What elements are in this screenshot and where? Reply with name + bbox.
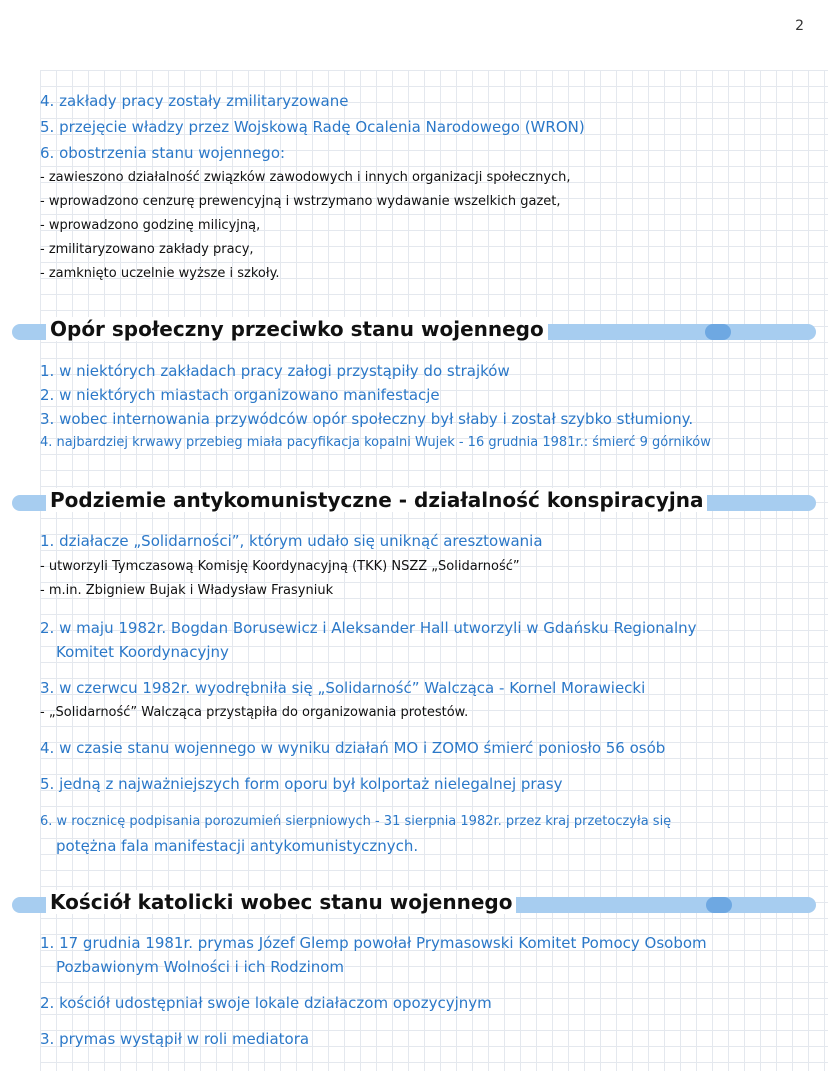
section-title: Kościół katolicki wobec stanu wojennego bbox=[46, 890, 516, 914]
list-item: 6. w rocznicę podpisania porozumień sierpniowych - 31 sierpnia 1982r. przez kraj przetoczyła się bbox=[40, 814, 672, 829]
highlight-dot bbox=[705, 324, 731, 340]
list-item-continuation: potężna fala manifestacji antykomunistycznych. bbox=[56, 837, 419, 855]
page-number: 2 bbox=[795, 18, 804, 34]
list-item: 3. prymas wystąpił w roli mediatora bbox=[40, 1030, 310, 1048]
list-subitem: - „Solidarność” Walcząca przystąpiła do organizowania protestów. bbox=[40, 705, 469, 720]
section-title: Opór społeczny przeciwko stanu wojennego bbox=[46, 317, 548, 341]
list-item: 1. działacze „Solidarności”, którym udało się uniknąć aresztowania bbox=[40, 532, 543, 550]
list-item: 3. wobec internowania przywódców opór społeczny był słaby i został szybko stłumiony. bbox=[40, 410, 694, 428]
list-item-continuation: Pozbawionym Wolności i ich Rodzinom bbox=[56, 958, 345, 976]
highlight-dot bbox=[706, 897, 732, 913]
section-heading-opor bbox=[0, 313, 828, 353]
section-heading-kosciol bbox=[0, 886, 828, 926]
section-title: Podziemie antykomunistyczne - działalność konspiracyjna bbox=[46, 488, 707, 512]
list-item: 4. w czasie stanu wojennego w wyniku działań MO i ZOMO śmierć poniosło 56 osób bbox=[40, 739, 666, 757]
list-subitem: - utworzyli Tymczasową Komisję Koordynacyjną (TKK) NSZZ „Solidarność” bbox=[40, 559, 520, 574]
list-subitem: - wprowadzono godzinę milicyjną, bbox=[40, 218, 261, 233]
list-item: 4. najbardziej krwawy przebieg miała pacyfikacja kopalni Wujek - 16 grudnia 1981r.: śmierć 9 górników bbox=[40, 435, 711, 450]
list-item-continuation: Komitet Koordynacyjny bbox=[56, 643, 229, 661]
section-heading-podziemie bbox=[0, 484, 828, 524]
list-item: 2. kościół udostępniał swoje lokale działaczom opozycyjnym bbox=[40, 994, 492, 1012]
list-item: 1. 17 grudnia 1981r. prymas Józef Glemp powołał Prymasowski Komitet Pomocy Osobom bbox=[40, 934, 707, 952]
list-subitem: - m.in. Zbigniew Bujak i Władysław Frasyniuk bbox=[40, 583, 334, 598]
list-item: 5. przejęcie władzy przez Wojskową Radę Ocalenia Narodowego (WRON) bbox=[40, 118, 585, 136]
list-item: 2. w maju 1982r. Bogdan Borusewicz i Aleksander Hall utworzyli w Gdańsku Regionalny bbox=[40, 619, 697, 637]
list-item: 4. zakłady pracy zostały zmilitaryzowane bbox=[40, 92, 349, 110]
list-item: 1. w niektórych zakładach pracy załogi przystąpiły do strajków bbox=[40, 362, 510, 380]
list-subitem: - wprowadzono cenzurę prewencyjną i wstrzymano wydawanie wszelkich gazet, bbox=[40, 194, 561, 209]
list-subitem: - zamknięto uczelnie wyższe i szkoły. bbox=[40, 266, 280, 281]
list-item: 5. jedną z najważniejszych form oporu był kolportaż nielegalnej prasy bbox=[40, 775, 563, 793]
list-subitem: - zawieszono działalność związków zawodowych i innych organizacji społecznych, bbox=[40, 170, 571, 185]
list-item: 6. obostrzenia stanu wojennego: bbox=[40, 144, 286, 162]
list-subitem: - zmilitaryzowano zakłady pracy, bbox=[40, 242, 254, 257]
list-item: 2. w niektórych miastach organizowano manifestacje bbox=[40, 386, 440, 404]
list-item: 3. w czerwcu 1982r. wyodrębniła się „Solidarność” Walcząca - Kornel Morawiecki bbox=[40, 679, 646, 697]
